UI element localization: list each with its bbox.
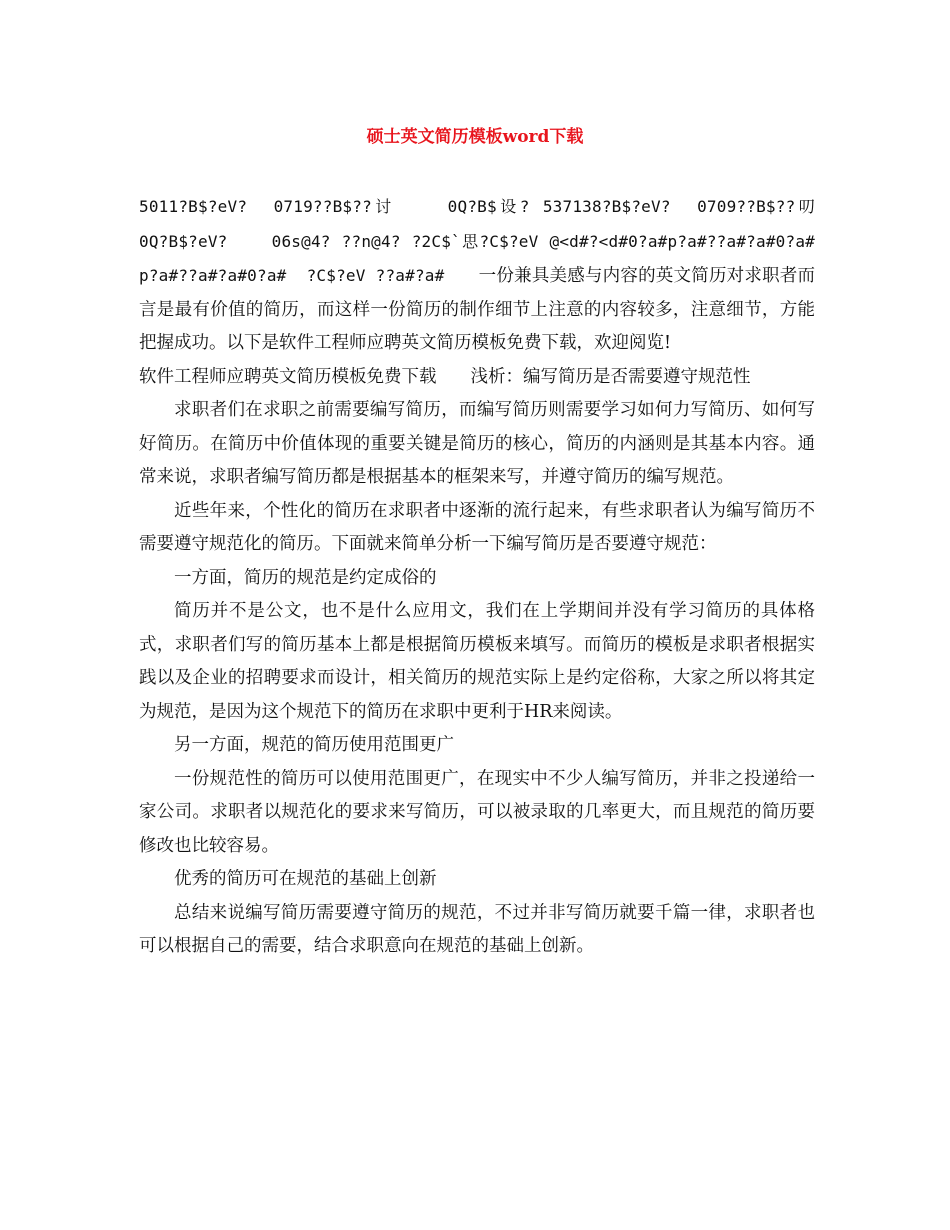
- subheading-line: [139, 361, 815, 395]
- document-body: [139, 190, 855, 964]
- section-heading: 优秀的简历可在规范的基础上创新: [174, 869, 437, 889]
- body-paragraph: 总结来说编写简历需要遵守简历的规范，不过并非写简历就要千篇一律，求职者也可以根据自己的需要，结合求职意向在规范的基础上创新。: [139, 902, 815, 956]
- body-paragraph: 求职者们在求职之前需要编写简历，而编写简历则需要学习如何力写简历、如何写好简历。在简历中价值体现的重要关键是简历的核心，简历的内涵则是其基本内容。通常来说，求职者编写简历都是根据基本的框架来写，并遵守简历的编写规范。: [139, 400, 815, 487]
- intro-text: 一份兼具美感与内容的英文简历对求职者而言是最有价值的简历，而这样一份简历的制作细节上注意的内容较多，注意细节，方能把握成功。以下是软件工程师应聘英文简历模板免费下载，欢迎阅览!: [139, 266, 816, 353]
- garbled-header-text: 5011?B$?eV? 0719??B$??讨 0Q?B$设? 537138?B$?eV? 0709??B$??叨 0Q?B$?eV? 06s@4? ??n@4? ?2C$`思?C$?eV @<d#?<d#0?a#p?a#??a#?a#0?a#p?a#??a#?a#0?a# ?C$?eV ??a#?a#: [139, 197, 855, 285]
- subheading-left: 软件工程师应聘英文简历模板免费下载: [139, 366, 437, 387]
- body-paragraph: 一份规范性的简历可以使用范围更广，在现实中不少人编写简历，并非之投递给一家公司。求职者以规范化的要求来写简历，可以被录取的几率更大，而且规范的简历要修改也比较容易。: [139, 768, 815, 856]
- intro-paragraph: [139, 190, 855, 361]
- body-paragraph: 近些年来，个性化的简历在求职者中逐渐的流行起来，有些求职者认为编写简历不需要遵守规范化的简历。下面就来简单分析一下编写简历是否要遵守规范：: [139, 500, 815, 554]
- section-heading: 一方面，简历的规范是约定成俗的: [174, 567, 437, 588]
- subheading-right: 浅析：编写简历是否需要遵守规范性: [470, 366, 751, 387]
- body-paragraph: 简历并不是公文，也不是什么应用文，我们在上学期间并没有学习简历的具体格式，求职者们写的简历基本上都是根据简历模板来填写。而简历的模板是求职者根据实践以及企业的招聘要求而设计，相关简历的规范实际上是约定俗称，大家之所以将其定为规范，是因为这个规范下的简历在求职中更利于HR来阅读。: [139, 601, 815, 722]
- section-heading: 另一方面，规范的简历使用范围更广: [174, 735, 454, 755]
- document-title: 硕士英文简历模板word下载: [366, 127, 584, 147]
